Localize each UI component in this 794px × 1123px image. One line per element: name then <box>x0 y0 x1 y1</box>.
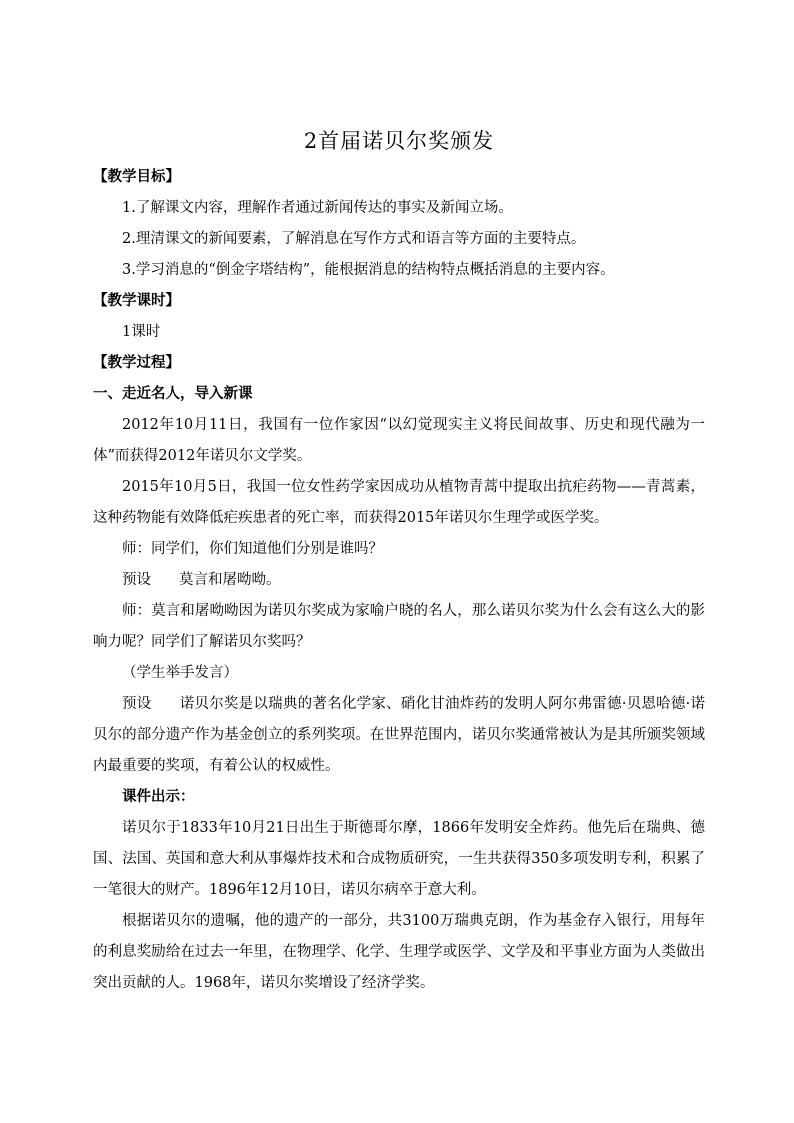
paragraph: 师：莫言和屠呦呦因为诺贝尔奖成为家喻户晓的名人，那么诺贝尔奖为什么会有这么大的影响力呢？同学们了解诺贝尔奖吗？ <box>93 603 705 650</box>
objective-item: 3.学习消息的“倒金字塔结构”，能根据消息的结构特点概括消息的主要内容。 <box>122 262 615 278</box>
page-title: 2首届诺贝尔奖颁发 <box>303 129 495 153</box>
courseware-heading: 课件出示： <box>122 789 195 805</box>
part1-heading: 一、走近名人，导入新课 <box>93 386 253 402</box>
preset-text: 莫言和屠呦呦。 <box>179 572 281 588</box>
preset-label: 预设 <box>122 572 151 588</box>
objectives-heading: 【教学目标】 <box>93 169 180 185</box>
preset-paragraph <box>93 689 705 782</box>
preset-paragraph <box>93 565 705 596</box>
paragraph: 师：同学们，你们知道他们分别是谁吗？ <box>122 541 383 557</box>
objective-item: 2.理清课文的新闻要素，了解消息在写作方式和语言等方面的主要特点。 <box>122 231 586 247</box>
hours-heading: 【教学课时】 <box>93 293 180 309</box>
preset-text: 诺贝尔奖是以瑞典的著名化学家、硝化甘油炸药的发明人阿尔弗雷德·贝恩哈德·诺贝尔的部分遗产作为基金创立的系列奖项。在世界范围内，诺贝尔奖通常被认为是其所颁奖领域内最重要的奖项，有着公认的权威性。 <box>93 696 706 774</box>
paragraph: 诺贝尔于1833年10月21日出生于斯德哥尔摩，1866年发明安全炸药。他先后在瑞典、德国、法国、英国和意大利从事爆炸技术和合成物质研究，一生共获得350多项发明专利，积累了一笔很大的财产。1896年12月10日，诺贝尔病卒于意大利。 <box>93 820 705 898</box>
paragraph: 2015年10月5日，我国一位女性药学家因成功从植物青蒿中提取出抗疟药物——青蒿素，这种药物能有效降低疟疾患者的死亡率，而获得2015年诺贝尔生理学或医学奖。 <box>93 479 705 526</box>
preset-label: 预设 <box>122 696 152 712</box>
document-page <box>93 126 705 999</box>
process-heading: 【教学过程】 <box>93 355 180 371</box>
hours-text: 1课时 <box>122 324 161 340</box>
paragraph: （学生举手发言） <box>122 665 238 681</box>
paragraph: 2012年10月11日，我国有一位作家因“以幻觉现实主义将民间故事、历史和现代融为一体”而获得2012年诺贝尔文学奖。 <box>93 417 705 464</box>
paragraph: 根据诺贝尔的遗嘱，他的遗产的一部分，共3100万瑞典克朗，作为基金存入银行，用每年的利息奖励给在过去一年里，在物理学、化学、生理学或医学、文学及和平事业方面为人类做出突出贡献的人。1968年，诺贝尔奖增设了经济学奖。 <box>93 913 705 991</box>
objective-item: 1.了解课文内容，理解作者通过新闻传达的事实及新闻立场。 <box>122 200 513 216</box>
